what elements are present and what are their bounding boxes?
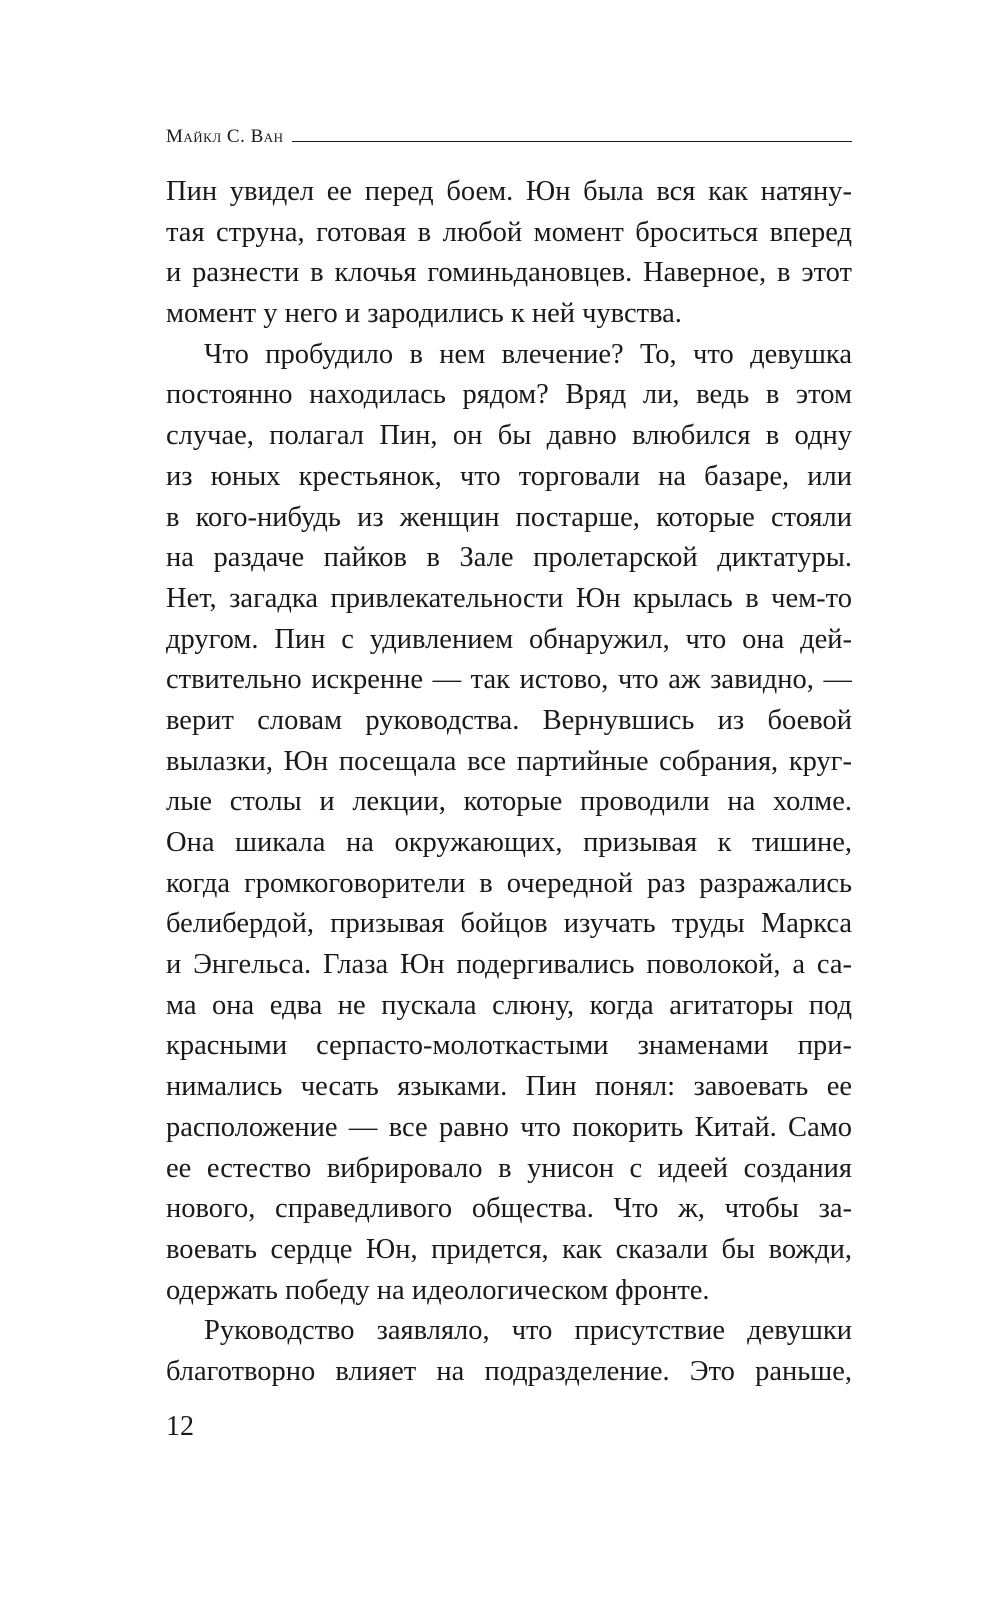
text-line: и разнести в клочья гоминьдановцев. Наверное, в этот [166, 257, 852, 289]
paragraph [166, 1311, 852, 1392]
text-line: нимались чесать языками. Пин понял: завоевать ее [166, 1071, 852, 1103]
text-line: Пин увидел ее перед боем. Юн была вся как натяну- [166, 176, 852, 207]
paragraph [166, 172, 852, 335]
text-line: воевать сердце Юн, придется, как сказали бы вожди, [166, 1233, 852, 1265]
text-line: красными серпасто-молоткастыми знаменами при- [166, 1030, 852, 1062]
text-line: лые столы и лекции, которые проводили на холме. [166, 786, 852, 818]
text-line: расположение — все равно что покорить Китай. Само [166, 1111, 852, 1143]
paragraph [166, 335, 852, 1312]
text-line: ма она едва не пускала слюну, когда агитаторы под [166, 989, 852, 1021]
text-line: постоянно находилась рядом? Вряд ли, ведь в этом [166, 379, 852, 411]
page-number: 12 [166, 1411, 194, 1442]
text-line: нового, справедливого общества. Что ж, чтобы за- [166, 1193, 852, 1225]
text-line: одержать победу на идеологическом фронте. [166, 1274, 710, 1306]
text-line: из юных крестьянок, что торговали на базаре, или [166, 460, 852, 492]
header-rule [292, 141, 852, 142]
text-line: другом. Пин с удивлением обнаружил, что она дей- [166, 623, 852, 655]
text-line: благотворно влияет на подразделение. Это раньше, [166, 1355, 852, 1387]
running-header [166, 116, 852, 146]
text-line: ствительно искренне — так истово, что аж завидно, — [166, 664, 852, 696]
text-line: в кого-нибудь из женщин постарше, которые стояли [166, 501, 852, 533]
text-line: Нет, загадка привлекательности Юн крылась в чем-то [166, 582, 852, 614]
text-line: верит словам руководства. Вернувшись из боевой [166, 704, 852, 736]
text-line: Что пробудило в нем влечение? То, что девушка [204, 338, 852, 370]
running-header-author: Майкл С. Ван [166, 126, 284, 147]
text-line: момент у него и зародились к ней чувства. [166, 298, 682, 330]
text-line: на раздаче пайков в Зале пролетарской диктатуры. [166, 542, 852, 574]
text-line: Она шикала на окружающих, призывая к тишине, [166, 827, 852, 858]
text-line: ее естество вибрировало в унисон с идеей создания [166, 1152, 852, 1184]
body-text [166, 172, 852, 1393]
text-line: и Энгельса. Глаза Юн подергивались поволокой, а са- [166, 949, 852, 981]
text-line: когда громкоговорители в очередной раз разражались [166, 867, 852, 899]
text-line: Руководство заявляло, что присутствие девушки [204, 1315, 852, 1347]
text-line: белибердой, призывая бойцов изучать труды Маркса [166, 908, 852, 940]
text-line: вылазки, Юн посещала все партийные собрания, круг- [166, 745, 852, 777]
text-line: случае, полагал Пин, он бы давно влюбился в одну [166, 420, 852, 452]
text-line: тая струна, готовая в любой момент броситься вперед [166, 216, 852, 248]
